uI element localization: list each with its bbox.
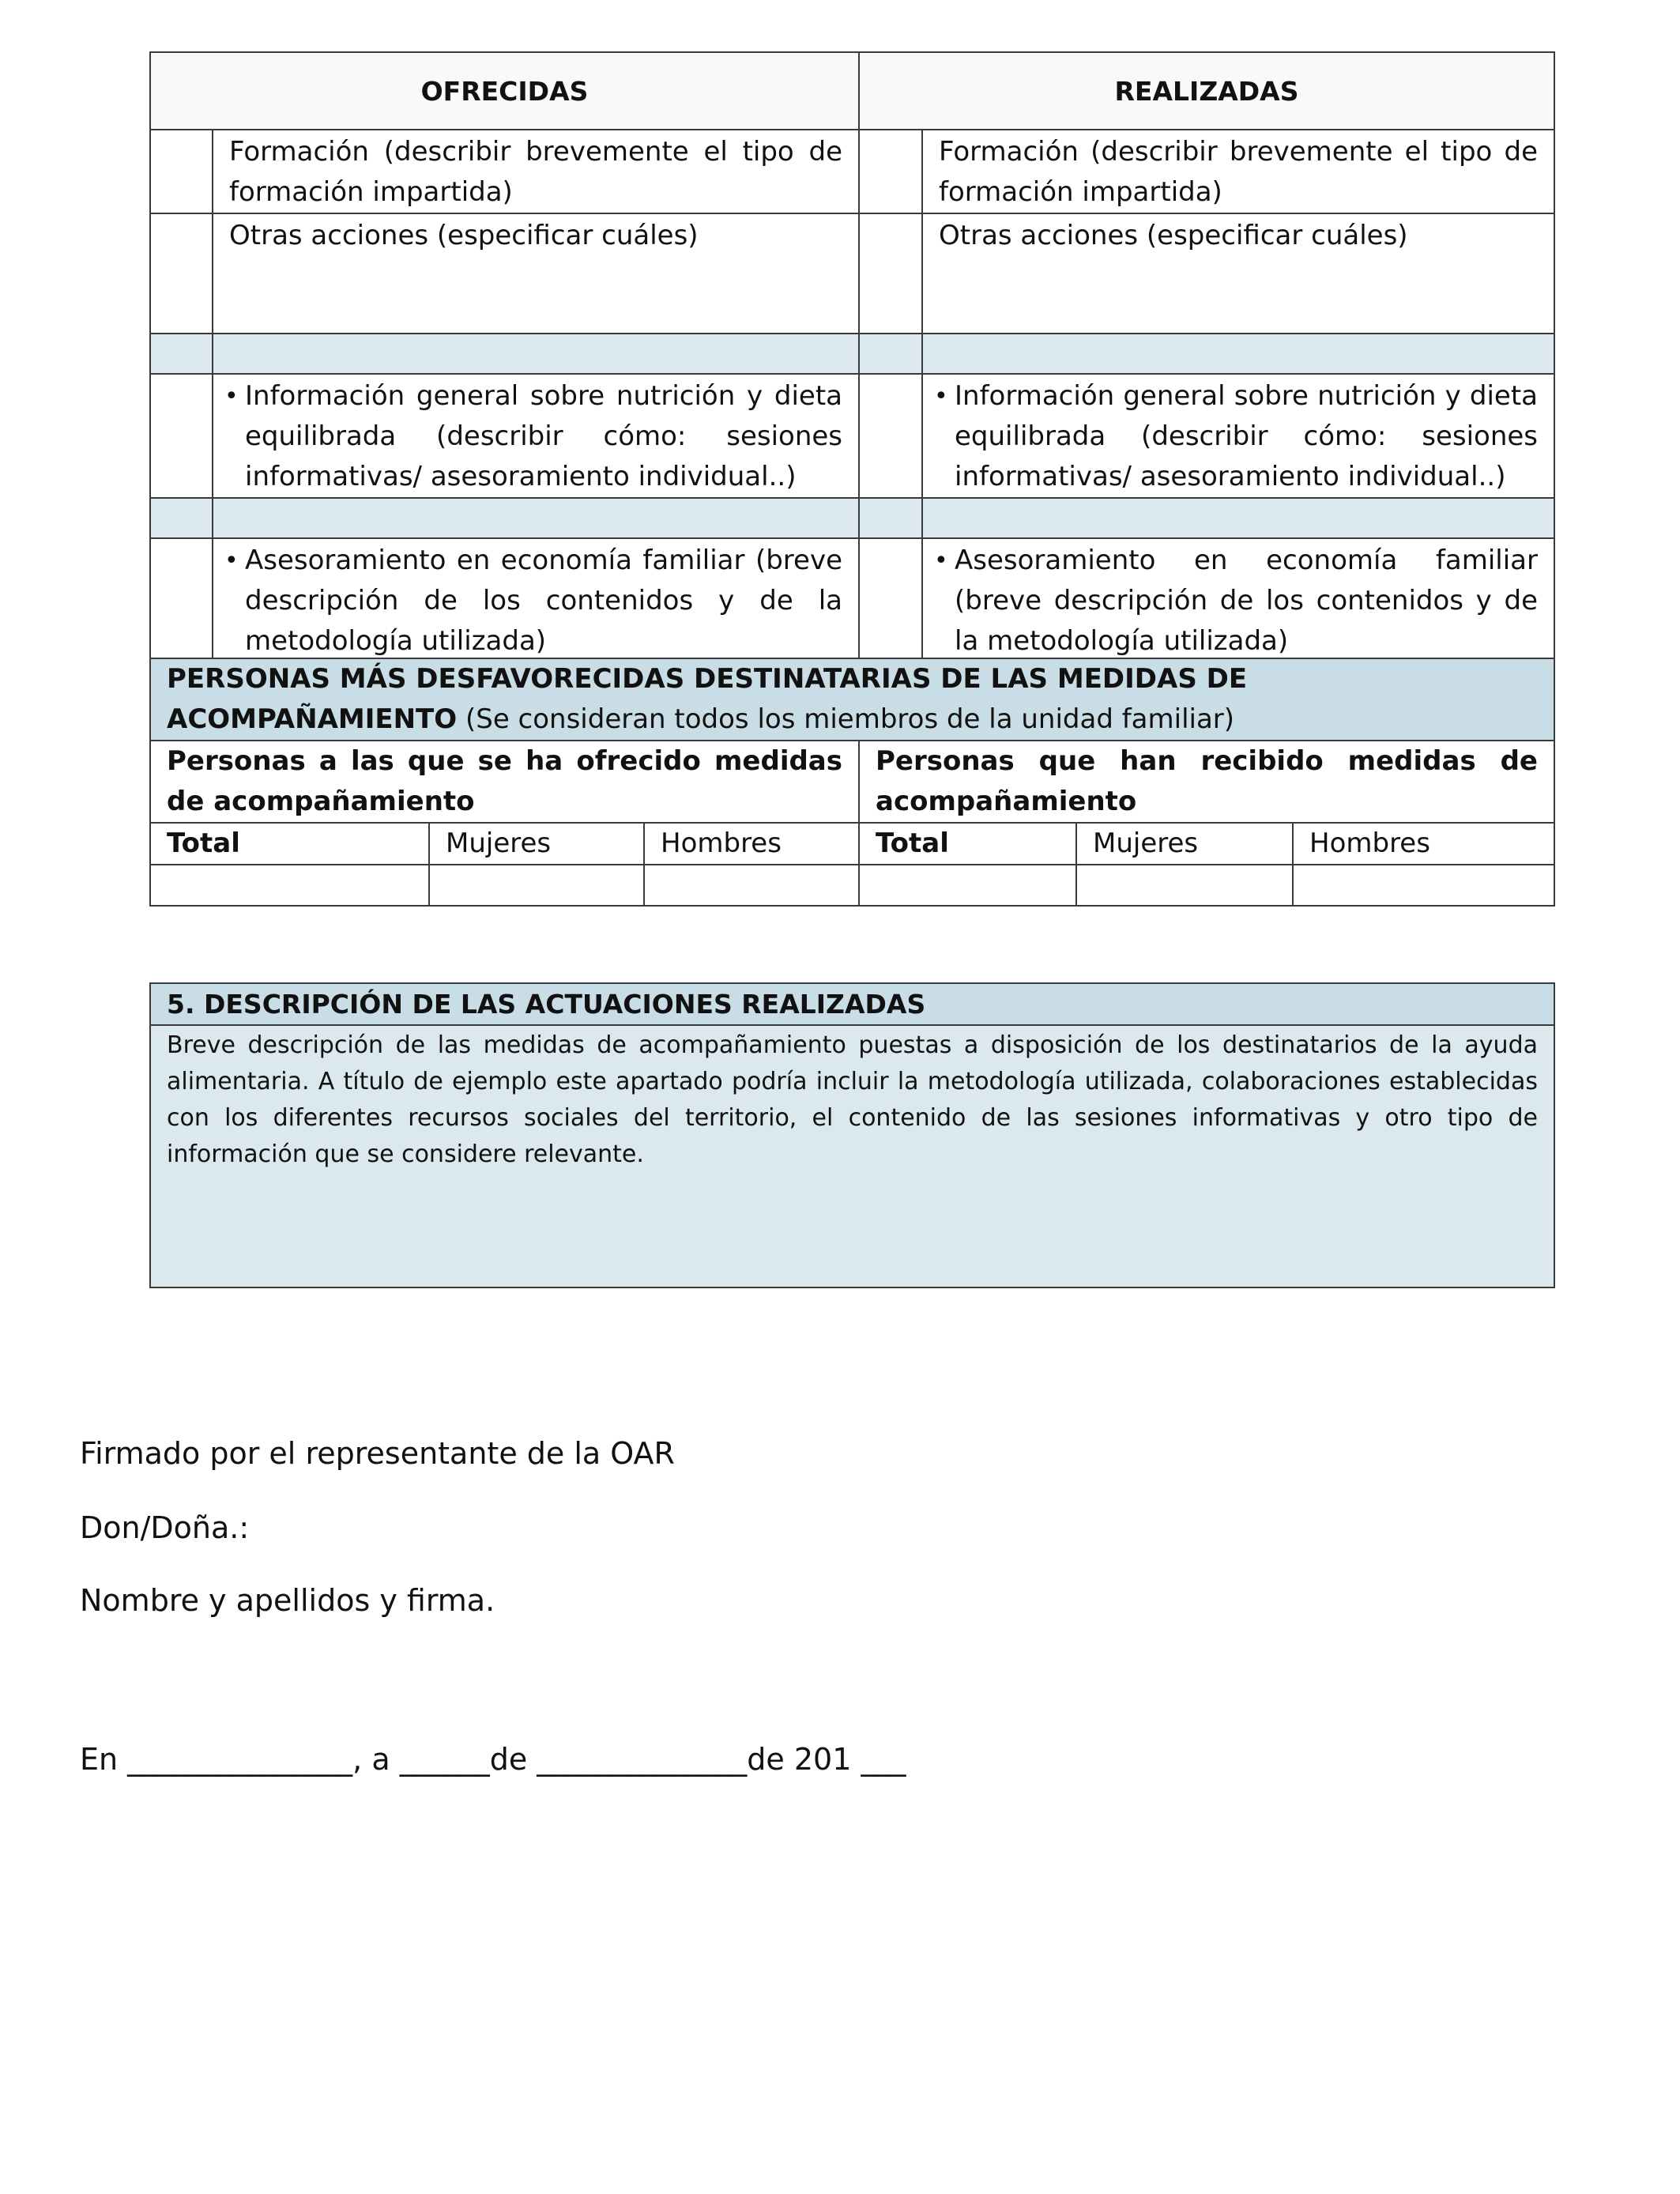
checkbox-nutricion-offered[interactable] (150, 374, 213, 498)
bullet-icon: • (934, 383, 948, 410)
measures-table (149, 51, 1555, 663)
received-total-field[interactable] (859, 865, 1076, 906)
actions-description-table (149, 982, 1555, 1288)
offered-women-field[interactable] (429, 865, 644, 906)
section-title-bold: PERSONAS MÁS DESFAVORECIDAS DESTINATARIAS DE LAS MEDIDAS DE ACOMPAÑAMIENTO (167, 663, 1248, 735)
bullet-icon: • (224, 383, 239, 410)
don-dona-field[interactable]: Don/Doña.: (80, 1510, 250, 1545)
formacion-offered-text: Formación (describir brevemente el tipo de formación impartida) (213, 130, 859, 213)
shaded-spacer-cell (213, 498, 859, 538)
bullet-icon: • (934, 547, 948, 575)
checkbox-formacion-offered[interactable] (150, 130, 213, 213)
beneficiaries-table (149, 658, 1555, 907)
checkbox-nutricion-done[interactable] (859, 374, 922, 498)
offered-total-field[interactable] (150, 865, 429, 906)
offered-men-label: Hombres (644, 823, 859, 865)
header-done: REALIZADAS (859, 52, 1554, 130)
checkbox-otras-done[interactable] (859, 213, 922, 334)
economia-offered-text: Asesoramiento en economía familiar (breve descripción de los contenidos y de la metodología utilizada) (245, 545, 842, 657)
offered-women-label: Mujeres (429, 823, 644, 865)
economia-offered-cell (213, 538, 859, 662)
offered-heading: Personas a las que se ha ofrecido medidas de acompañamiento (150, 741, 859, 823)
shaded-spacer-cell (859, 334, 922, 374)
nutricion-done-cell (922, 374, 1554, 498)
otras-offered-text: Otras acciones (especificar cuáles) (213, 213, 859, 334)
shaded-spacer-cell (150, 498, 213, 538)
received-women-label: Mujeres (1076, 823, 1293, 865)
shaded-spacer-cell (922, 498, 1554, 538)
signed-by-text: Firmado por el representante de la OAR (80, 1436, 675, 1471)
place-date-line[interactable]: En _______________, a ______de ______________de 201 ___ (80, 1742, 906, 1777)
shaded-spacer-cell (859, 498, 922, 538)
beneficiaries-section-title (150, 658, 1554, 741)
formacion-done-text: Formación (describir brevemente el tipo de formación impartida) (922, 130, 1554, 213)
received-men-field[interactable] (1293, 865, 1554, 906)
economia-done-text: Asesoramiento en economía familiar (breve descripción de los contenidos y de la metodología utilizada) (955, 545, 1538, 657)
bullet-icon: • (224, 547, 239, 575)
checkbox-economia-done[interactable] (859, 538, 922, 662)
actions-description-field[interactable]: Breve descripción de las medidas de acompañamiento puestas a disposición de los destinatarios de la ayuda alimentaria. A título de ejemplo este apartado podría incluir la metodología utilizada, colaboraciones establecidas con los diferentes recursos sociales del territorio, el contenido de las sesiones informativas y otro tipo de información que se considere relevante. (150, 1025, 1554, 1287)
received-total-label: Total (859, 823, 1076, 865)
checkbox-economia-offered[interactable] (150, 538, 213, 662)
shaded-spacer-cell (922, 334, 1554, 374)
received-men-label: Hombres (1293, 823, 1554, 865)
actions-section-title: 5. DESCRIPCIÓN DE LAS ACTUACIONES REALIZADAS (150, 983, 1554, 1025)
offered-total-label: Total (150, 823, 429, 865)
received-heading: Personas que han recibido medidas de acompañamiento (859, 741, 1554, 823)
checkbox-otras-offered[interactable] (150, 213, 213, 334)
nutricion-done-text: Información general sobre nutrición y dieta equilibrada (describir cómo: sesiones informativas/ asesoramiento individual..) (955, 380, 1538, 492)
checkbox-formacion-done[interactable] (859, 130, 922, 213)
name-signature-field[interactable]: Nombre y apellidos y firma. (80, 1583, 495, 1618)
shaded-spacer-cell (150, 334, 213, 374)
received-women-field[interactable] (1076, 865, 1293, 906)
otras-done-text: Otras acciones (especificar cuáles) (922, 213, 1554, 334)
offered-men-field[interactable] (644, 865, 859, 906)
nutricion-offered-text: Información general sobre nutrición y dieta equilibrada (describir cómo: sesiones informativas/ asesoramiento individual..) (245, 380, 842, 492)
shaded-spacer-cell (213, 334, 859, 374)
nutricion-offered-cell (213, 374, 859, 498)
header-offered: OFRECIDAS (150, 52, 859, 130)
section-title-rest: (Se consideran todos los miembros de la unidad familiar) (465, 703, 1235, 735)
economia-done-cell (922, 538, 1554, 662)
